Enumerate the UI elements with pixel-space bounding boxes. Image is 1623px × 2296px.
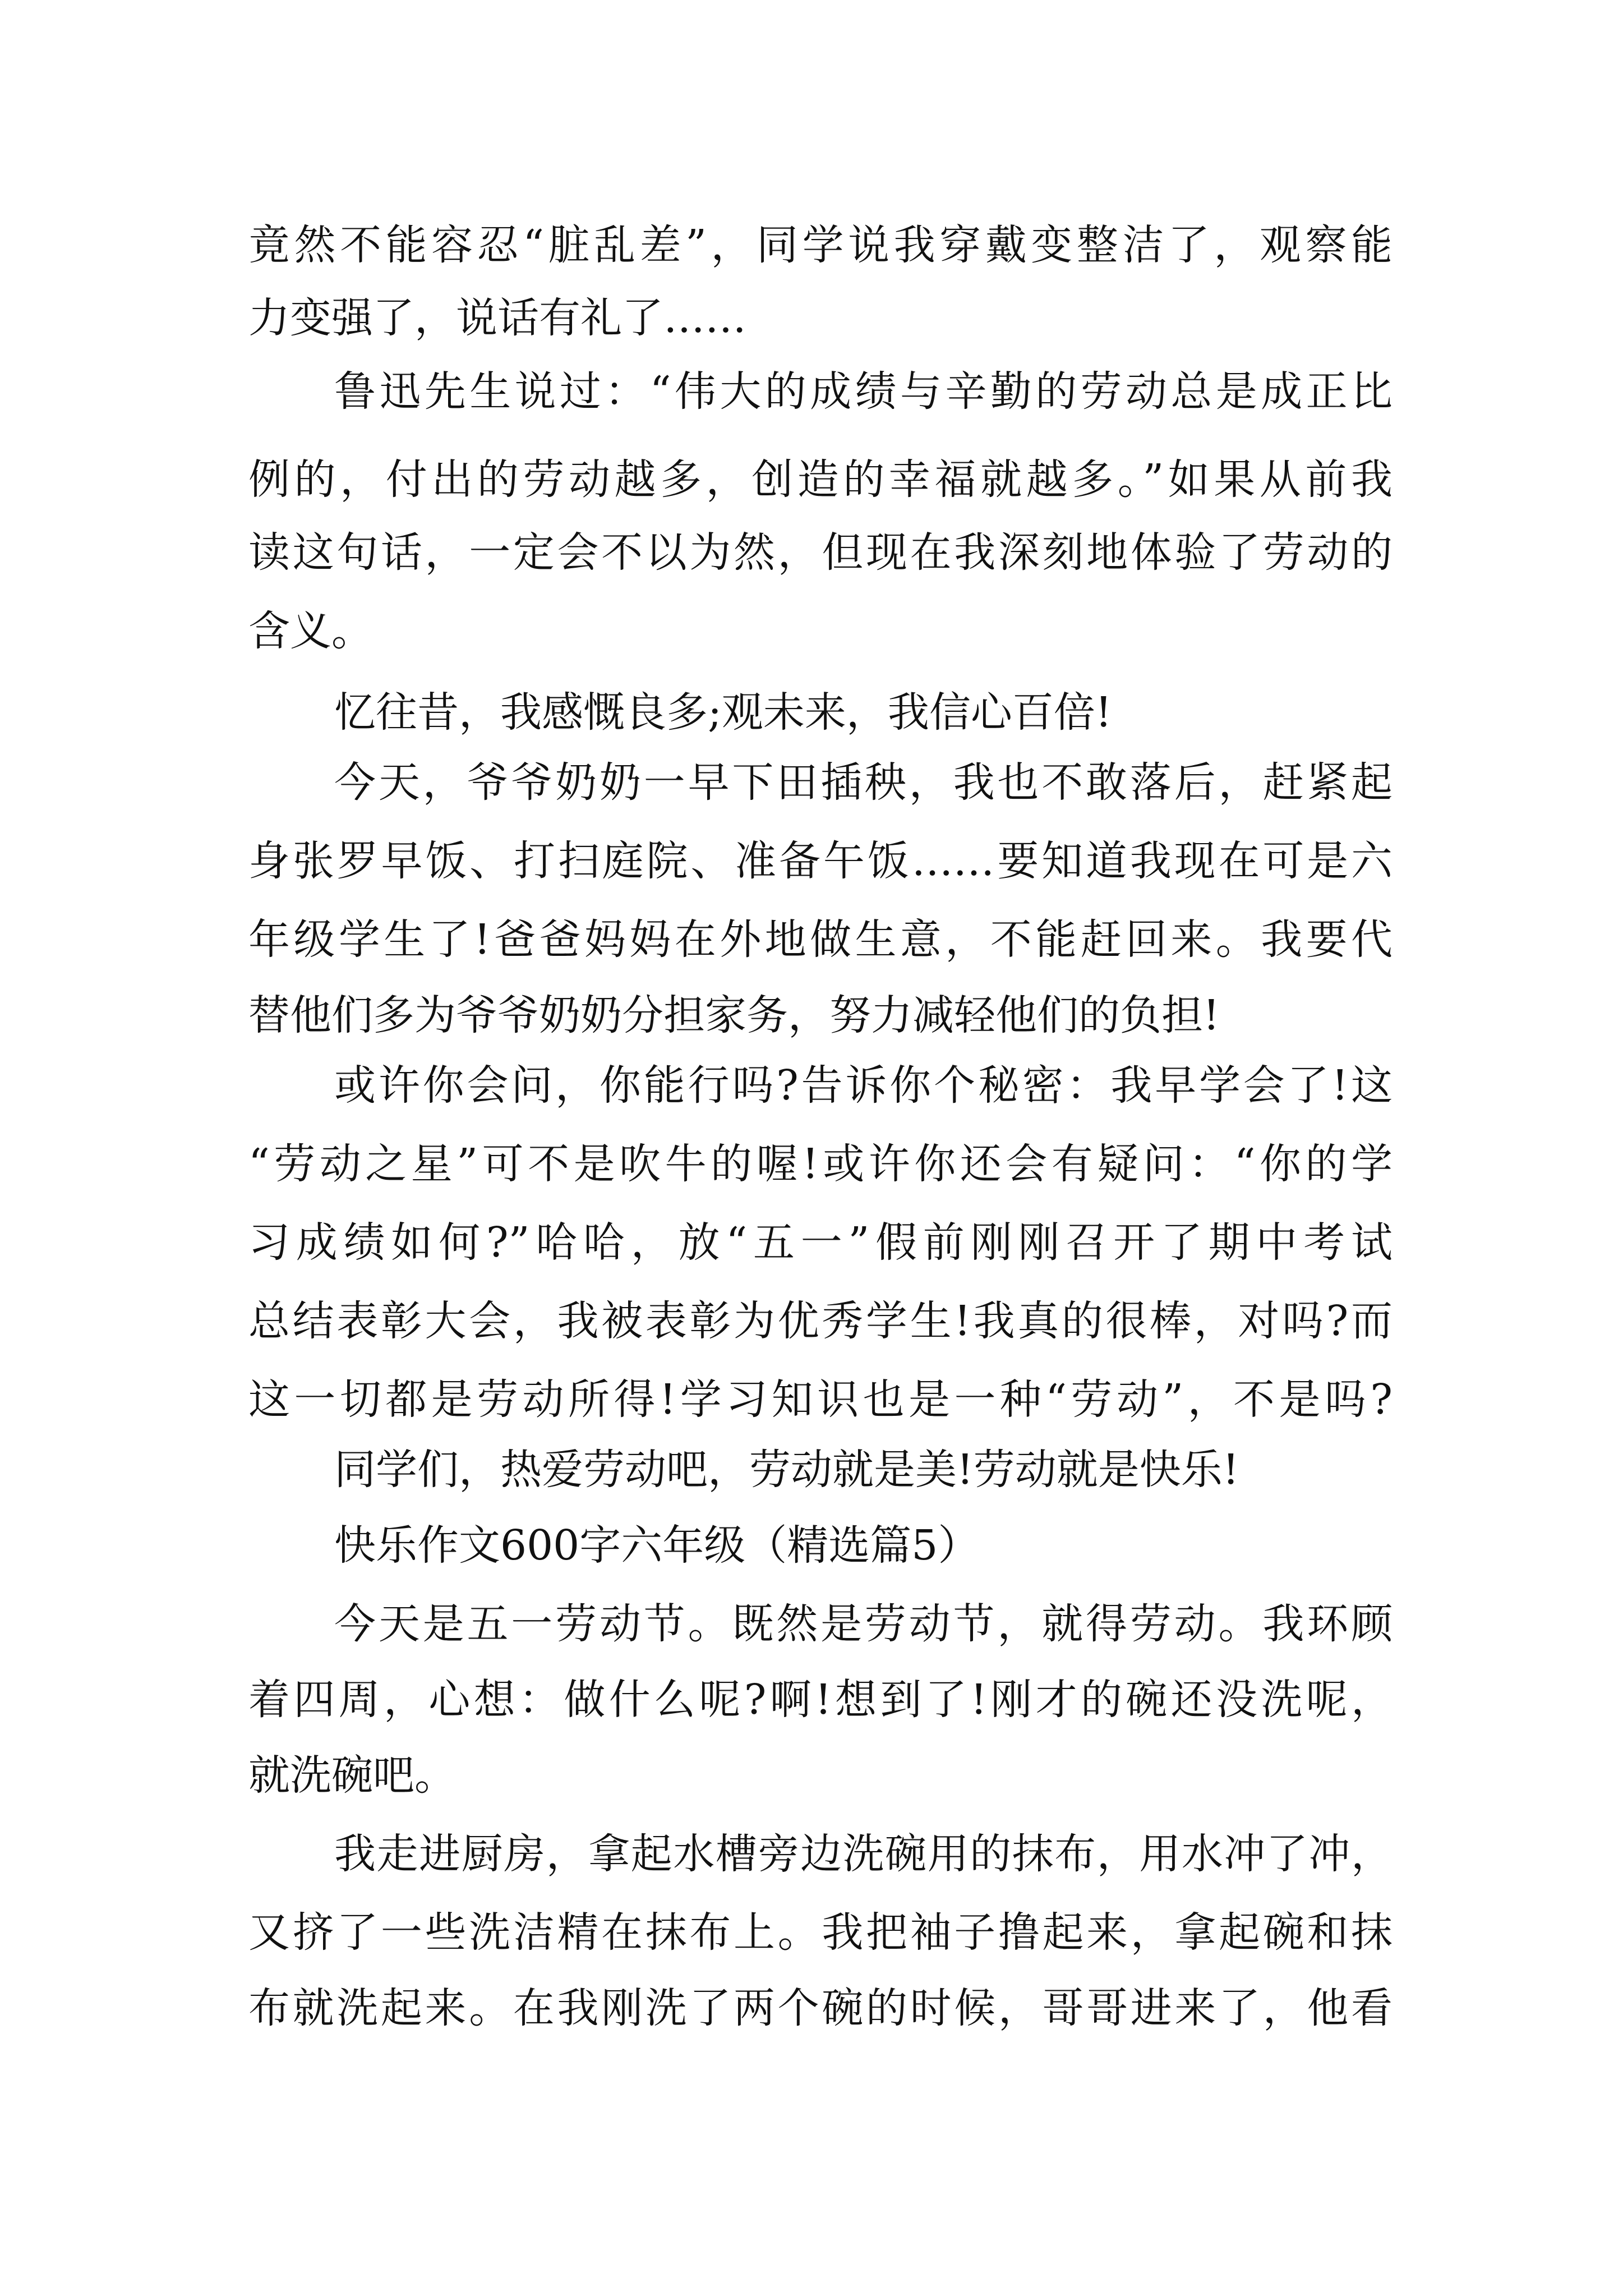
paragraph-first-line: 今天，爷爷奶奶一早下田插秧，我也不敢落后，赶紧起 <box>334 758 1393 807</box>
text-line: 力变强了，说话有礼了…… <box>248 294 746 342</box>
paragraph-first-line: 同学们，热爱劳动吧，劳动就是美!劳动就是快乐! <box>334 1446 1239 1494</box>
text-line: 年级学生了!爸爸妈妈在外地做生意，不能赶回来。我要代 <box>248 915 1393 964</box>
text-line: 就洗碗吧。 <box>248 1751 456 1800</box>
text-line: 布就洗起来。在我刚洗了两个碗的时候，哥哥进来了，他看 <box>248 1984 1393 2032</box>
section-heading: 快乐作文600字六年级（精选篇5） <box>334 1521 980 1570</box>
text-line: 读这句话，一定会不以为然，但现在我深刻地体验了劳动的 <box>248 528 1393 577</box>
text-line: 又挤了一些洗洁精在抹布上。我把袖子撸起来，拿起碗和抹 <box>248 1908 1393 1957</box>
text-line: 竟然不能容忍“脏乱差”，同学说我穿戴变整洁了，观察能 <box>248 221 1393 269</box>
text-line: 总结表彰大会，我被表彰为优秀学生!我真的很棒，对吗?而 <box>248 1297 1393 1345</box>
paragraph-first-line: 忆往昔，我感慨良多;观未来，我信心百倍! <box>334 688 1112 737</box>
text-line: 身张罗早饭、打扫庭院、准备午饭……要知道我现在可是六 <box>248 837 1393 885</box>
paragraph-first-line: 我走进厨房，拿起水槽旁边洗碗用的抹布，用水冲了冲， <box>334 1830 1393 1878</box>
paragraph-first-line: 鲁迅先生说过：“伟大的成绩与辛勤的劳动总是成正比 <box>334 367 1393 416</box>
text-line: 这一切都是劳动所得!学习知识也是一种“劳动”，不是吗? <box>248 1375 1393 1424</box>
paragraph-first-line: 或许你会问，你能行吗?告诉你个秘密：我早学会了!这 <box>334 1061 1393 1110</box>
text-line: 含义。 <box>248 607 373 655</box>
text-line: “劳动之星”可不是吹牛的喔!或许你还会有疑问：“你的学 <box>248 1140 1393 1188</box>
text-line: 替他们多为爷爷奶奶分担家务，努力减轻他们的负担! <box>248 991 1220 1039</box>
text-line: 例的，付出的劳动越多，创造的幸福就越多。”如果从前我 <box>248 455 1393 504</box>
text-line: 习成绩如何?”哈哈，放“五一”假前刚刚召开了期中考试 <box>248 1218 1393 1267</box>
paragraph-first-line: 今天是五一劳动节。既然是劳动节，就得劳动。我环顾 <box>334 1600 1393 1648</box>
text-line: 着四周，心想：做什么呢?啊!想到了!刚才的碗还没洗呢， <box>248 1676 1393 1724</box>
